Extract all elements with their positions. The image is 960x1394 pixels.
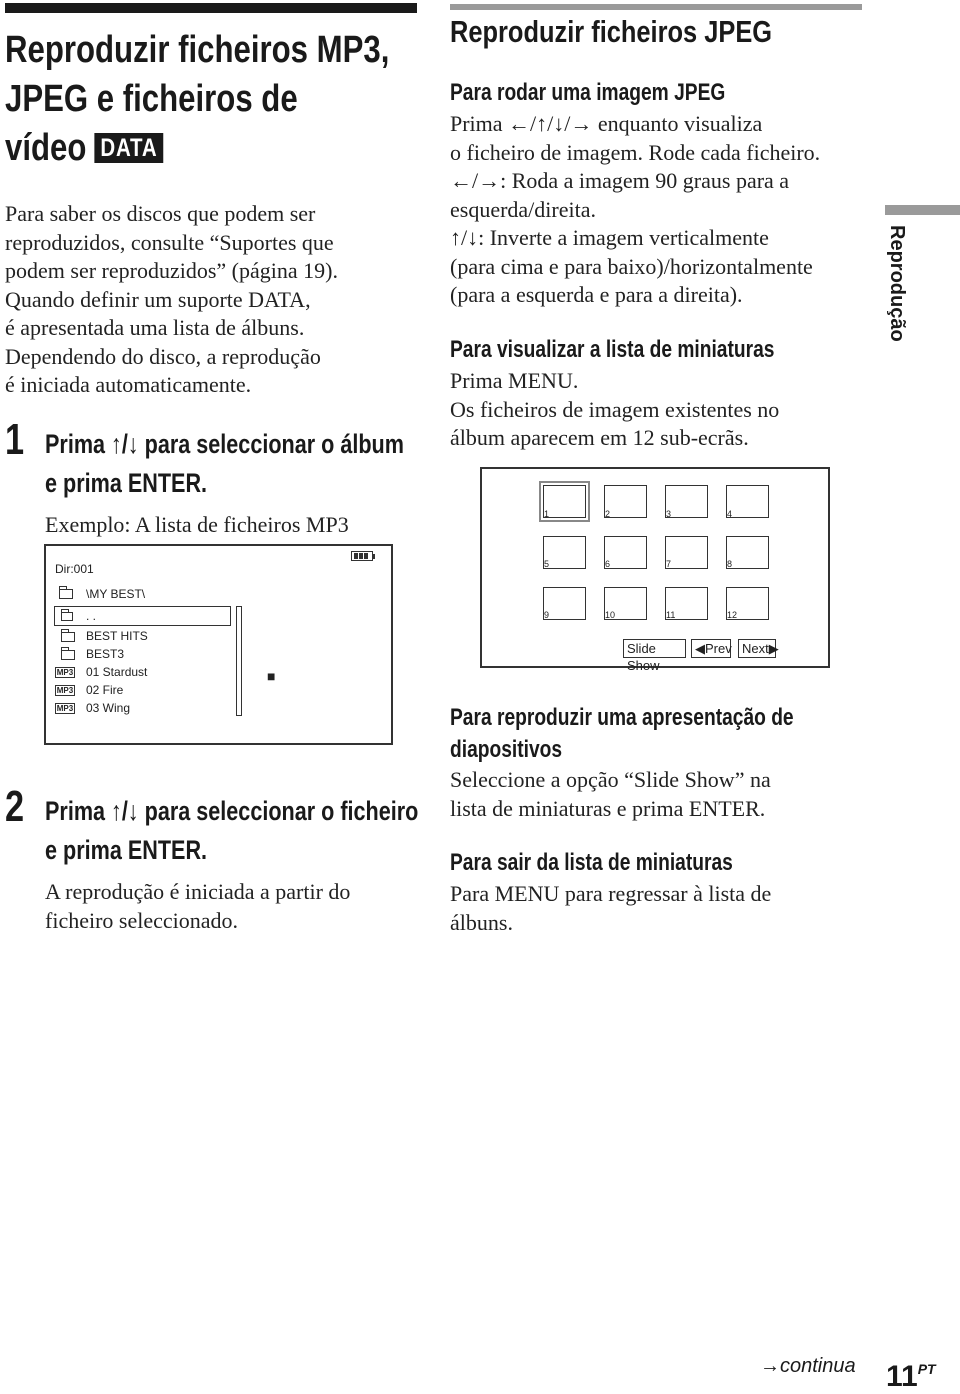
section-title: Reproduzir ficheiros JPEG (450, 14, 773, 49)
thumbnail-2[interactable] (604, 485, 647, 518)
thumbnail-number: 10 (605, 610, 616, 620)
scrollbar[interactable] (236, 606, 242, 716)
thumbnails-text: Prima MENU. Os ficheiros de imagem existentes no álbum aparecem em 12 sub-ecrãs. (450, 368, 780, 450)
step-2-instruction: Prima ↑/↓ para seleccionar o ficheiro e prima ENTER. (45, 796, 419, 865)
header-bar-left (5, 3, 417, 13)
folder-icon (59, 589, 73, 599)
thumbnail-number: 5 (544, 559, 550, 569)
selection-highlight (54, 606, 231, 626)
thumbnail-7[interactable] (665, 536, 708, 569)
list-item[interactable]: 02 Fire (86, 683, 124, 697)
step-2-body: A reprodução é iniciada a partir do ficheiro seleccionado. (45, 879, 351, 933)
slideshow-heading: Para reproduzir uma apresentação de diapositivos (450, 704, 794, 763)
thumbnail-1[interactable] (543, 485, 586, 518)
folder-icon (61, 650, 75, 660)
list-item[interactable]: BEST HITS (86, 629, 148, 643)
thumbnail-number: 7 (666, 559, 672, 569)
parent-folder-icon (61, 612, 73, 621)
data-badge: DATA (95, 133, 164, 163)
exit-heading: Para sair da lista de miniaturas (450, 849, 733, 876)
rotate-heading: Para rodar uma imagem JPEG (450, 79, 726, 106)
thumbnail-8[interactable] (726, 536, 769, 569)
thumbnail-number: 2 (605, 509, 611, 519)
list-item[interactable]: 01 Stardust (86, 665, 148, 679)
thumbnail-number: 6 (605, 559, 611, 569)
dir-label: Dir:001 (55, 562, 94, 576)
prev-button[interactable]: ◀Prev (691, 639, 731, 658)
mp3-icon: MP3 (56, 668, 74, 677)
thumbnail-3[interactable] (665, 485, 708, 518)
stop-icon: ■ (267, 668, 276, 684)
thumbnail-5[interactable] (543, 536, 586, 569)
slideshow-text: Seleccione a opção “Slide Show” na lista de miniaturas e prima ENTER. (450, 767, 771, 821)
thumbnail-number: 8 (727, 559, 733, 569)
battery-icon (351, 551, 373, 561)
thumbnail-6[interactable] (604, 536, 647, 569)
slide-show-button[interactable]: Slide Show (623, 639, 686, 658)
thumbnail-number: 4 (727, 509, 733, 519)
thumbnails-heading: Para visualizar a lista de miniaturas (450, 336, 775, 363)
thumbnail-list-screen (480, 467, 830, 673)
path-label: \MY BEST\ (86, 587, 146, 601)
page-number: $11^{PT}$ (886, 1360, 936, 1393)
step-1-instruction: Prima ↑/↓ para seleccionar o álbum e prima ENTER. (45, 429, 404, 498)
exit-text: Para MENU para regressar à lista de álbuns. (450, 881, 772, 935)
section-tab-bar (885, 205, 960, 215)
mp3-icon: MP3 (56, 686, 74, 695)
header-bar-right (450, 4, 862, 10)
continue-note: →continua (760, 1355, 856, 1377)
thumbnail-number: 12 (727, 610, 738, 620)
step-2-number: 2 (5, 782, 25, 831)
list-item[interactable]: . . (86, 609, 97, 623)
mp3-icon: MP3 (56, 704, 74, 713)
thumbnail-number: 11 (666, 610, 676, 620)
list-item[interactable]: BEST3 (86, 647, 125, 661)
section-tab-label: Reprodução (886, 225, 908, 342)
intro-text: Para saber os discos que podem ser reproduzidos, consulte “Suportes que podem ser reproduzidos” (página 19). Quando definir um suporte DATA, é apresentada uma lista de álbuns. Dependendo do disco, a reprodução é iniciada automaticamente. (5, 201, 338, 397)
thumbnail-number: 9 (544, 610, 550, 620)
thumbnail-number: 1 (544, 509, 550, 519)
thumbnail-number: 3 (666, 509, 672, 519)
folder-icon (61, 632, 75, 642)
list-item[interactable]: 03 Wing (86, 701, 131, 715)
thumbnail-9[interactable] (543, 587, 586, 620)
rotate-text: Prima ←/↑/↓/→ enquanto visualiza o ficheiro de imagem. Rode cada ficheiro. ←/→: Roda a imagem 90 graus para a esquerda/direita. ↑/↓: Inverte a imagem verticalmente (para cima e para baixo)/horizontalmente (para a esquerda e para a direita). (450, 111, 821, 307)
thumbnail-4[interactable] (726, 485, 769, 518)
page-title: Reproduzir ficheiros MP3, JPEG e ficheiros de vídeo DATA (5, 29, 390, 169)
next-button[interactable]: Next▶ (738, 639, 776, 658)
mp3-file-list-screen (44, 544, 393, 745)
step-1-example-caption: Exemplo: A lista de ficheiros MP3 (45, 512, 349, 537)
step-1-number: 1 (5, 415, 25, 464)
